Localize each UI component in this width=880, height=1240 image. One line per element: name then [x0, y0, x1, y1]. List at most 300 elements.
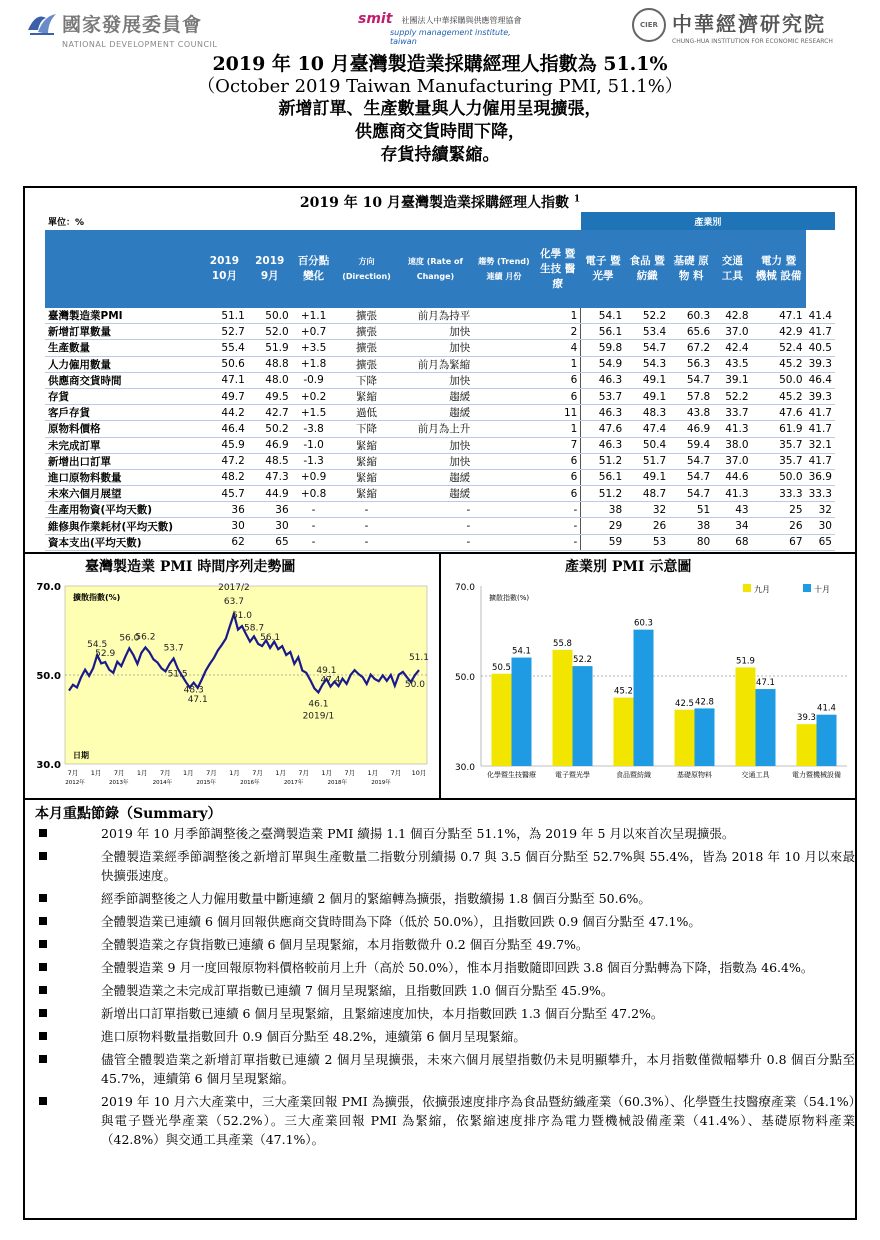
cell-i1: 46.3: [581, 372, 625, 388]
cell-i4: 38.0: [713, 437, 751, 453]
cell-i3: 51: [669, 502, 713, 518]
summary-item-text: 全體製造業之未完成訂單指數已連續 7 個月呈現緊縮，且指數回跌 1.0 個百分點至 45.9%。: [101, 983, 614, 998]
cell-i3: 56.3: [669, 356, 713, 372]
cier-name-cn: 中華經濟研究院: [672, 12, 826, 36]
cell-i1: 54.9: [581, 356, 625, 372]
cell-chg: +1.5: [292, 405, 336, 421]
cell-rate: 趨緩: [398, 486, 474, 502]
y-tick-label: 30.0: [454, 763, 475, 773]
cell-i1: 54.1: [581, 308, 625, 324]
table-title: [25, 192, 855, 212]
cell-chg: +3.5: [292, 340, 336, 356]
english-title: （October 2019 Taiwan Manufacturing PMI, 51.1%）: [197, 76, 683, 97]
cell-name: 未完成訂單: [45, 437, 201, 453]
cier-badge: CIER: [632, 8, 666, 42]
cell-i1: 29: [581, 518, 625, 534]
data-label: 54.5: [87, 639, 108, 650]
cell-dir: 下降: [335, 372, 397, 388]
subtitle-line-2: 供應商交貨時間下降，: [355, 122, 525, 142]
cell-i4: 34: [713, 518, 751, 534]
cell-sep: 50.0: [248, 308, 292, 324]
cell-trend: 6: [473, 388, 581, 404]
cell-sep: 65: [248, 534, 292, 550]
cell-sep: 48.8: [248, 356, 292, 372]
cell-i3: 38: [669, 518, 713, 534]
bar: [817, 715, 837, 766]
cell-rate: 加快: [398, 324, 474, 340]
cell-i2: 49.1: [625, 469, 669, 485]
cell-name: 未來六個月展望: [45, 486, 201, 502]
cell-trend: 7: [473, 437, 581, 453]
summary-section: [35, 804, 855, 1153]
x-tick-label: 1月: [367, 769, 379, 777]
summary-item-text: 2019 年 10 月六大產業中，三大產業回報 PMI 為擴張，依擴張速度排序為食品暨紡織產業（60.3%）、化學暨生技醫療產業（54.1%）與電子暨光學產業（52.2%）。三大產業回報 PMI 為緊縮，依緊縮速度排序為電力暨機械設備產業（41.4%）、基礎原物料產業（42.8%）與交通工具產業（47.1%）。: [101, 1094, 855, 1147]
table-footnote-mark: 1: [573, 194, 581, 205]
cell-name: 新增訂單數量: [45, 324, 201, 340]
cell-rate: 趨緩: [398, 469, 474, 485]
cell-i3: 67.2: [669, 340, 713, 356]
cell-i2: 52.2: [625, 308, 669, 324]
category-label: 食品暨紡織: [616, 771, 651, 779]
bar: [797, 724, 817, 766]
cell-sep: 44.9: [248, 486, 292, 502]
smit-name-cn: 社團法人中華採購與供應管理協會: [401, 16, 522, 25]
y-tick-label: 50.0: [36, 671, 61, 682]
summary-item: [35, 1027, 855, 1046]
x-year-label: 2018年: [327, 780, 348, 786]
summary-item: [35, 912, 855, 931]
data-label: 53.7: [163, 643, 184, 654]
cell-trend: 1: [473, 356, 581, 372]
cell-i2: 53.4: [625, 324, 669, 340]
x-year-label: 2012年: [65, 780, 85, 786]
cell-i6: 46.4: [806, 372, 835, 388]
bar-value-label: 42.8: [695, 697, 714, 708]
cell-chg: -0.9: [292, 372, 336, 388]
cell-i2: 50.4: [625, 437, 669, 453]
subtitle-line-1: 新增訂單、生產數量與人力僱用呈現擴張，: [278, 99, 602, 119]
cell-trend: 6: [473, 372, 581, 388]
data-label: 61.0: [231, 611, 253, 622]
cell-sep: 47.3: [248, 469, 292, 485]
table-row: [45, 388, 835, 404]
cell-rate: 加快: [398, 340, 474, 356]
data-label: 51.5: [167, 669, 188, 680]
report-frame: [23, 186, 857, 1220]
cell-name: 進口原物料數量: [45, 469, 201, 485]
x-year-label: 2017年: [283, 780, 304, 786]
bar-value-label: 41.4: [817, 703, 836, 714]
x-tick-label: 1月: [136, 769, 148, 777]
legend-swatch: [743, 584, 751, 592]
y-axis-label: 擴散指數(%): [489, 594, 530, 602]
col-basic: 基礎 原物 料: [669, 230, 713, 308]
cell-chg: +0.2: [292, 388, 336, 404]
cell-rate: 加快: [398, 453, 474, 469]
summary-item: [35, 935, 855, 954]
cell-i6: 33.3: [806, 486, 835, 502]
cell-chg: +1.1: [292, 308, 336, 324]
summary-item-text: 2019 年 10 月季節調整後之臺灣製造業 PMI 續揚 1.1 個百分點至 51.1%，為 2019 年 5 月以來首次呈現擴張。: [101, 826, 735, 841]
data-label: 50.0: [404, 680, 425, 690]
cell-oct: 46.4: [201, 421, 248, 437]
summary-item: [35, 824, 855, 843]
x-year-label: 2015年: [196, 780, 216, 786]
summary-item-text: 進口原物料數量指數回升 0.9 個百分點至 48.2%，連續第 6 個月呈現緊縮。: [101, 1029, 526, 1044]
cell-i6: 41.4: [806, 308, 835, 324]
cell-rate: 趨緩: [398, 388, 474, 404]
cell-i4: 41.3: [713, 486, 751, 502]
bar-value-label: 45.2: [614, 686, 633, 697]
bar: [756, 689, 776, 766]
data-label: 56.0: [119, 633, 140, 644]
cell-i4: 37.0: [713, 324, 751, 340]
report-titles: [0, 52, 880, 167]
smit-name-en: supply management institute, taiwan: [390, 28, 511, 46]
cell-i6: 39.3: [806, 356, 835, 372]
cell-chg: -: [292, 534, 336, 550]
data-label: 63.7: [223, 597, 244, 608]
cell-i3: 65.6: [669, 324, 713, 340]
summary-item: [35, 1050, 855, 1088]
cell-i5: 35.7: [752, 453, 806, 469]
col-rate: 速度 (Rate of Change): [398, 230, 474, 308]
cell-sep: 50.2: [248, 421, 292, 437]
data-label: 52.9: [95, 649, 116, 660]
cell-sep: 30: [248, 518, 292, 534]
cell-oct: 36: [201, 502, 248, 518]
cell-dir: 緊縮: [335, 469, 397, 485]
col-elec: 電子 暨 光學: [581, 230, 625, 308]
summary-item: [35, 847, 855, 885]
cell-i2: 49.1: [625, 388, 669, 404]
cell-i4: 52.2: [713, 388, 751, 404]
x-tick-label: 7月: [159, 769, 171, 777]
table-row: [45, 421, 835, 437]
col-food: 食品 暨 紡織: [625, 230, 669, 308]
cell-i1: 51.2: [581, 453, 625, 469]
cell-i6: 36.9: [806, 469, 835, 485]
x-year-label: 2013年: [108, 780, 129, 786]
bar: [492, 674, 512, 766]
cell-trend: 11: [473, 405, 581, 421]
bar-value-label: 42.5: [675, 698, 694, 709]
category-label: 電力暨機械設備: [792, 771, 841, 779]
legend-label: 九月: [754, 585, 770, 594]
legend-swatch: [803, 584, 811, 592]
cell-name: 原物料價格: [45, 421, 201, 437]
y-tick-label: 50.0: [454, 673, 475, 683]
cell-name: 新增出口訂單: [45, 453, 201, 469]
bar-value-label: 47.1: [756, 678, 775, 689]
x-year-label: 2016年: [240, 780, 260, 786]
bar-value-label: 54.1: [512, 646, 531, 657]
cell-i1: 46.3: [581, 405, 625, 421]
cell-name: 維修與作業耗材(平均天數): [45, 518, 201, 534]
cell-rate: 前月為持平: [398, 308, 474, 324]
bar: [573, 666, 593, 766]
industry-pmi-bar-chart: [443, 574, 853, 798]
bar-value-label: 60.3: [634, 618, 653, 629]
table-row: [45, 486, 835, 502]
cell-i5: 45.2: [752, 356, 806, 372]
cell-trend: 1: [473, 308, 581, 324]
category-label: 化學暨生技醫療: [487, 771, 536, 779]
cell-rate: 趨緩: [398, 405, 474, 421]
bar: [614, 698, 634, 766]
cell-dir: -: [335, 534, 397, 550]
cell-sep: 42.7: [248, 405, 292, 421]
table-row: [45, 340, 835, 356]
cell-oct: 50.6: [201, 356, 248, 372]
cell-i6: 40.5: [806, 340, 835, 356]
bullet-square-icon: [39, 1032, 47, 1040]
cell-trend: 6: [473, 469, 581, 485]
cell-oct: 30: [201, 518, 248, 534]
cell-chg: -1.3: [292, 453, 336, 469]
cell-trend: 2: [473, 324, 581, 340]
ndc-name-en: NATIONAL DEVELOPMENT COUNCIL: [62, 40, 218, 49]
col-oct: 2019 10月: [201, 230, 248, 308]
cell-dir: -: [335, 502, 397, 518]
cell-i1: 59.8: [581, 340, 625, 356]
cell-i5: 47.1: [752, 308, 806, 324]
table-row: [45, 437, 835, 453]
cell-i2: 26: [625, 518, 669, 534]
summary-title: 本月重點節錄（Summary）: [35, 806, 222, 822]
cell-i6: 41.7: [806, 405, 835, 421]
industry-group-header: 產業別: [581, 212, 835, 230]
cell-dir: 擴張: [335, 324, 397, 340]
data-label: 58.7: [244, 623, 265, 634]
summary-item-text: 新增出口訂單指數已連續 6 個月呈現緊縮，且緊縮速度加快，本月指數回跌 1.3 個百分點至 47.2%。: [101, 1006, 664, 1021]
cell-i5: 35.7: [752, 437, 806, 453]
cell-chg: -: [292, 502, 336, 518]
x-tick-label: 7月: [298, 769, 309, 777]
x-tick-label: 7月: [390, 769, 402, 777]
cell-trend: -: [473, 502, 581, 518]
cell-chg: -: [292, 518, 336, 534]
summary-item-text: 全體製造業經季節調整後之新增訂單與生產數量二指數分別續揚 0.7 與 3.5 個百分點至 52.7%與 55.4%，皆為 2018 年 10 月以來最快擴張速度。: [101, 849, 855, 883]
table-row: [45, 502, 835, 518]
cell-oct: 45.9: [201, 437, 248, 453]
bar: [634, 630, 654, 766]
pmi-table: [45, 212, 835, 551]
bar-value-label: 39.3: [797, 713, 816, 724]
cell-i6: 65: [806, 534, 835, 550]
y-axis-label: 擴散指數(%): [73, 593, 121, 602]
cell-name: 客戶存貨: [45, 405, 201, 421]
cell-sep: 48.5: [248, 453, 292, 469]
data-label: 2017/2: [218, 583, 250, 594]
cell-rate: 前月為緊縮: [398, 356, 474, 372]
cell-dir: 緊縮: [335, 388, 397, 404]
cell-i3: 43.8: [669, 405, 713, 421]
bullet-square-icon: [39, 1055, 47, 1063]
bullet-square-icon: [39, 940, 47, 948]
cell-i2: 48.7: [625, 486, 669, 502]
cell-i4: 43: [713, 502, 751, 518]
cell-rate: -: [398, 518, 474, 534]
summary-list: [35, 824, 855, 1149]
cell-dir: -: [335, 518, 397, 534]
cell-i1: 46.3: [581, 437, 625, 453]
cell-i2: 54.7: [625, 340, 669, 356]
cell-i5: 50.0: [752, 469, 806, 485]
data-label: 56.1: [260, 632, 281, 643]
cell-chg: +0.7: [292, 324, 336, 340]
cell-oct: 49.7: [201, 388, 248, 404]
cell-sep: 46.9: [248, 437, 292, 453]
cell-dir: 緊縮: [335, 453, 397, 469]
cell-dir: 緊縮: [335, 437, 397, 453]
summary-item-text: 經季節調整後之人力僱用數量中斷連續 2 個月的緊縮轉為擴張，指數續揚 1.8 個百分點至 50.6%。: [101, 891, 651, 906]
cell-i1: 56.1: [581, 324, 625, 340]
bullet-square-icon: [39, 963, 47, 971]
x-tick-label: 1月: [275, 769, 286, 777]
data-label: 2019/1: [302, 711, 335, 722]
x-tick-label: 7月: [252, 769, 263, 777]
cell-i4: 44.6: [713, 469, 751, 485]
cell-i2: 49.1: [625, 372, 669, 388]
cell-dir: 擴張: [335, 340, 397, 356]
table-row: [45, 356, 835, 372]
y-tick-label: 30.0: [36, 760, 61, 771]
category-label: 交通工具: [741, 771, 770, 779]
cier-logo: [632, 6, 872, 50]
cell-sep: 52.0: [248, 324, 292, 340]
cell-i5: 42.9: [752, 324, 806, 340]
x-axis-label: 日期: [73, 751, 89, 760]
summary-item-text: 儘管全體製造業之新增訂單指數已連續 2 個月呈現擴張，未來六個月展望指數仍未見明顯攀升，本月指數僅微幅攀升 0.8 個百分點至 45.7%，連續第 6 個月呈現緊縮。: [101, 1052, 855, 1086]
cell-name: 生產數量: [45, 340, 201, 356]
col-trans: 交通 工具: [713, 230, 751, 308]
cell-oct: 44.2: [201, 405, 248, 421]
cell-i5: 61.9: [752, 421, 806, 437]
cell-oct: 47.2: [201, 453, 248, 469]
x-tick-label: 7月: [67, 769, 79, 777]
cell-oct: 47.1: [201, 372, 248, 388]
cell-i3: 54.7: [669, 372, 713, 388]
col-chem: 化學 暨 生技 醫療: [535, 230, 581, 308]
chart-divider: [439, 554, 441, 798]
bullet-square-icon: [39, 829, 47, 837]
cell-i5: 47.6: [752, 405, 806, 421]
bullet-square-icon: [39, 917, 47, 925]
cell-name: 資本支出(平均天數): [45, 534, 201, 550]
category-label: 電子暨光學: [555, 771, 590, 779]
cell-name: 生產用物資(平均天數): [45, 502, 201, 518]
cell-i5: 52.4: [752, 340, 806, 356]
cell-i5: 25: [752, 502, 806, 518]
cell-oct: 52.7: [201, 324, 248, 340]
table-row: [45, 308, 835, 324]
x-tick-label: 7月: [344, 769, 356, 777]
cell-i3: 60.3: [669, 308, 713, 324]
cell-trend: -: [473, 518, 581, 534]
subtitle-line-3: 存貨持續緊縮。: [380, 145, 500, 165]
cell-sep: 49.5: [248, 388, 292, 404]
bullet-square-icon: [39, 1097, 47, 1105]
cell-chg: +0.8: [292, 486, 336, 502]
table-unit: 單位：%: [48, 217, 85, 228]
summary-item: [35, 889, 855, 908]
cell-i2: 54.3: [625, 356, 669, 372]
col-change: 百分點 變化: [292, 230, 336, 308]
table-title-text: 2019 年 10 月臺灣製造業採購經理人指數: [299, 195, 569, 211]
cell-i1: 38: [581, 502, 625, 518]
cell-name: 人力僱用數量: [45, 356, 201, 372]
charts-section: [25, 552, 855, 800]
cell-i4: 42.4: [713, 340, 751, 356]
data-label: 47.4: [320, 675, 341, 686]
cell-i4: 68: [713, 534, 751, 550]
table-row: [45, 453, 835, 469]
cell-i2: 47.4: [625, 421, 669, 437]
cell-dir: 擴張: [335, 356, 397, 372]
cell-i6: 41.7: [806, 324, 835, 340]
cell-sep: 48.0: [248, 372, 292, 388]
data-label: 46.1: [308, 699, 329, 710]
table-row: [45, 518, 835, 534]
bar: [736, 667, 756, 766]
cell-i3: 54.7: [669, 453, 713, 469]
cell-oct: 51.1: [201, 308, 248, 324]
col-trend: 趨勢 (Trend) 連續 月份: [473, 230, 534, 308]
cell-i6: 32: [806, 502, 835, 518]
x-tick-label: 10月: [411, 769, 427, 777]
cell-i6: 32.1: [806, 437, 835, 453]
cell-chg: -1.0: [292, 437, 336, 453]
cell-rate: -: [398, 502, 474, 518]
bullet-square-icon: [39, 986, 47, 994]
cell-chg: +1.8: [292, 356, 336, 372]
x-year-label: 2019年: [371, 780, 391, 786]
summary-item-text: 全體製造業 9 月一度回報原物料價格較前月上升（高於 50.0%），惟本月指數隨即回跌 3.8 個百分點轉為下降，指數為 46.4%。: [101, 960, 814, 975]
cell-dir: 過低: [335, 405, 397, 421]
report-header: [0, 0, 880, 52]
cell-i1: 51.2: [581, 486, 625, 502]
x-tick-label: 7月: [113, 769, 125, 777]
main-title: 2019 年 10 月臺灣製造業採購經理人指數為 51.1%: [212, 53, 668, 75]
ndc-emblem-icon: [26, 8, 58, 38]
table-row: [45, 372, 835, 388]
cell-trend: 6: [473, 486, 581, 502]
bar-value-label: 52.2: [573, 655, 592, 666]
cell-i3: 46.9: [669, 421, 713, 437]
cell-i4: 41.3: [713, 421, 751, 437]
cell-trend: -: [473, 534, 581, 550]
cier-name-en: CHUNG-HUA INSTITUTION FOR ECONOMIC RESEARCH: [672, 38, 833, 45]
cell-chg: -3.8: [292, 421, 336, 437]
bar-value-label: 55.8: [553, 638, 572, 649]
bullet-square-icon: [39, 1009, 47, 1017]
bar-chart-title: 產業別 PMI 示意圖: [565, 559, 692, 575]
summary-item: [35, 1092, 855, 1149]
summary-item: [35, 1004, 855, 1023]
pmi-time-series-chart: [27, 574, 437, 798]
cell-i3: 59.4: [669, 437, 713, 453]
cell-dir: 擴張: [335, 308, 397, 324]
cell-i2: 53: [625, 534, 669, 550]
col-direction: 方向 (Direction): [335, 230, 397, 308]
table-row: [45, 405, 835, 421]
cell-oct: 45.7: [201, 486, 248, 502]
cell-dir: 緊縮: [335, 486, 397, 502]
bar-value-label: 51.9: [736, 656, 755, 667]
cell-i3: 57.8: [669, 388, 713, 404]
cell-i1: 56.1: [581, 469, 625, 485]
